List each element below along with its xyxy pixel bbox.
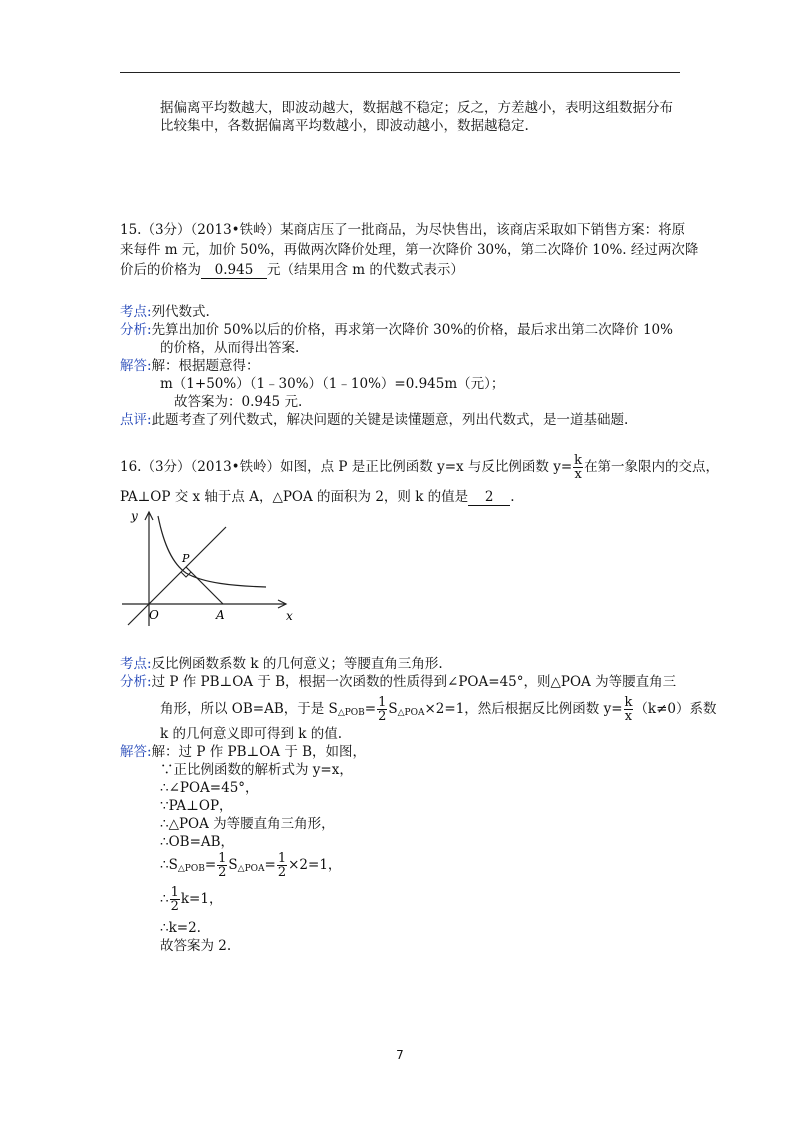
q16-jieda (120, 742, 366, 762)
fenxi-label: 分析: (120, 674, 152, 690)
label-p: P (182, 552, 190, 565)
frac-denominator: 2 (378, 709, 387, 724)
q15-jieda (120, 356, 260, 376)
segment-pa (186, 567, 223, 604)
q15-stem-line-3-pre: 价后的价格为 (120, 262, 201, 278)
dianping-label: 点评: (120, 412, 152, 428)
q16-fenxi-text-1: 过 P 作 PB⊥OA 于 B，根据一次函数的性质得到∠POA=45°，则△POA 为等腰直角三 (151, 674, 677, 690)
q15-stem-line-2: 来每件 m 元，加价 50%，再做两次降价处理，第一次降价 30%，第二次降价 10%. 经过两次降 (120, 242, 699, 258)
q16-jieda-line-8 (160, 884, 222, 914)
q16-kaodian-text: 反比例函数系数 k 的几何意义；等腰直角三角形. (151, 656, 443, 672)
frac-numerator: k (624, 695, 633, 710)
fraction-k-over-x (624, 696, 634, 723)
frac-denominator: 2 (218, 865, 227, 880)
q16-stem-line-2-pre: PA⊥OP 交 x 轴于点 A，△POA 的面积为 2，则 k 的值是 (120, 489, 469, 505)
q15-dianping (120, 410, 628, 430)
q16-jieda-text-1: 解：过 P 作 PB⊥OA 于 B，如图， (151, 744, 367, 760)
q15-jieda-text-2: m（1+50%）（1﹣30%）（1﹣10%）=0.945m（元）； (160, 376, 505, 392)
fraction-one-half (277, 852, 287, 879)
q16-graph (118, 506, 298, 628)
q16-stem-line-1 (120, 452, 719, 482)
q15-kaodian (120, 302, 210, 322)
kaodian-label: 考点: (120, 656, 152, 672)
q16-jieda-text-2: ∵正比例函数的解析式为 y=x， (160, 762, 353, 778)
q16-fenxi-text-3: k 的几何意义即可得到 k 的值. (160, 726, 343, 742)
q15-kaodian-text: 列代数式. (151, 304, 210, 320)
frac-denominator: 2 (277, 865, 287, 880)
fenxi2-text-b: S (388, 701, 398, 717)
jieda-label: 解答: (120, 358, 152, 374)
label-y: y (131, 509, 138, 523)
fraction-one-half (170, 886, 180, 913)
q15-stem-line-3 (120, 260, 464, 280)
q16-period: . (510, 489, 515, 505)
fenxi2-text-a: 角形，所以 OB=AB，于是 S (160, 701, 338, 717)
label-x: x (286, 609, 293, 623)
fraction-one-half (377, 696, 387, 723)
q15-fenxi-text-2: 的价格，从而得出答案. (160, 340, 300, 356)
page-number: 7 (396, 1048, 404, 1062)
q16-fraction-k-over-x (573, 454, 583, 481)
q15-answer: 0.945 (201, 262, 267, 279)
intro-line-2: 比较集中，各数据偏离平均数越小，即波动越小，数据越稳定. (160, 118, 529, 134)
hyperbola-curve (158, 516, 266, 587)
jieda-label: 解答: (120, 744, 152, 760)
q15-dianping-text: 此题考查了列代数式，解决问题的关键是读懂题意，列出代数式，是一道基础题. (151, 412, 629, 428)
q16-kaodian (120, 654, 443, 674)
fraction-one-half (217, 852, 227, 879)
s-symbol: S (228, 857, 238, 873)
j7-text-a: ∴S (160, 857, 178, 873)
frac-numerator: 1 (218, 851, 227, 866)
frac-numerator: 1 (170, 885, 179, 900)
q16-jieda-text-5: ∴△POA 为等腰直角三角形， (160, 816, 335, 832)
fenxi-label: 分析: (120, 322, 152, 338)
q15-jieda-text-3: 故答案为：0.945 元. (174, 394, 303, 410)
q16-stem-post: 在第一象限内的交点， (584, 459, 720, 475)
q16-jieda-text-6: ∴OB=AB， (160, 834, 235, 850)
j8-text-a: ∴ (160, 891, 169, 907)
q16-jieda-line-7 (160, 850, 341, 884)
frac-denominator: x (574, 467, 582, 482)
header-rule (120, 72, 680, 73)
label-o: O (149, 608, 159, 622)
q16-stem-pre: 16.（3分）（2013•铁岭）如图，点 P 是正比例函数 y=x 与反比例函数 y= (120, 459, 573, 475)
kaodian-label: 考点: (120, 304, 152, 320)
q16-jieda-text-10: 故答案为 2. (160, 938, 232, 954)
intro-line-1: 据偏离平均数越大，即波动越大，数据越不稳定；反之，方差越小，表明这组数据分布 (160, 100, 673, 116)
label-a: A (216, 608, 225, 622)
q16-jieda-text-3: ∴∠POA=45°， (160, 780, 259, 796)
q15-fenxi (120, 320, 673, 340)
q15-jieda-text-1: 解：根据题意得： (151, 358, 260, 374)
line-y-equals-x (128, 527, 226, 625)
q16-jieda-text-4: ∵PA⊥OP， (160, 798, 233, 814)
subscript-pob: △POB (177, 864, 205, 874)
subscript-poa: △POA (397, 708, 425, 718)
fenxi2-text-c: ×2=1，然后根据反比例函数 y= (424, 701, 623, 717)
q16-fenxi (120, 672, 676, 692)
q16-jieda-text-9: ∴k=2. (160, 920, 201, 936)
equals-sign: = (264, 857, 276, 873)
q15-fenxi-text-1: 先算出加价 50%以后的价格，再求第一次降价 30%的价格，最后求出第二次降价 10% (151, 322, 673, 338)
subscript-pob: △POB (337, 708, 365, 718)
q15-stem-line-1: 15.（3分）（2013•铁岭）某商店压了一批商品，为尽快售出，该商店采取如下销售方案：将原 (120, 222, 686, 238)
frac-numerator: 1 (378, 695, 387, 710)
fenxi2-text-d: （k≠0）系数 (634, 701, 717, 717)
equals-sign: = (364, 701, 377, 717)
q15-stem-line-3-post: 元（结果用含 m 的代数式表示） (267, 262, 464, 278)
subscript-poa: △POA (237, 864, 265, 874)
q16-answer: 2 (468, 489, 510, 506)
equals-sign: = (204, 857, 217, 873)
frac-denominator: 2 (170, 899, 179, 914)
j8-text-b: k=1， (180, 891, 223, 907)
frac-denominator: x (624, 709, 633, 724)
q16-stem-line-2 (120, 487, 514, 507)
frac-numerator: k (574, 453, 583, 468)
q16-fenxi-line-2 (160, 694, 717, 728)
j7-text-b: ×2=1， (288, 857, 342, 873)
frac-numerator: 1 (277, 851, 287, 866)
